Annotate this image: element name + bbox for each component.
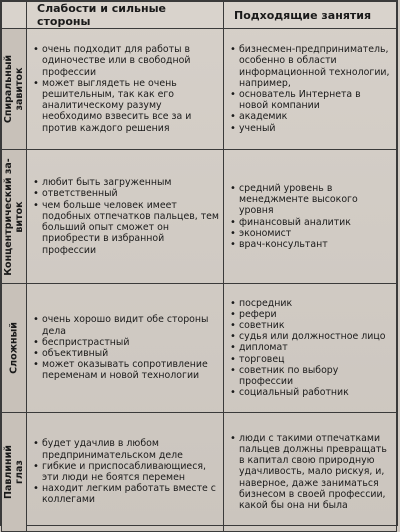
row-label-cell — [2, 413, 27, 532]
header-suitable-occupations: Подходящие занятия — [224, 2, 397, 29]
list-item: • основатель Интернета в новой компании — [230, 89, 392, 111]
list-item: • посредник — [230, 298, 392, 309]
row-label-line: завиток — [14, 67, 25, 111]
list-item: • объективный — [33, 348, 219, 359]
list-item: • может выглядеть не очень решительным, так как его аналитическому разуму необходимо взвесить все за и против каждого решения — [33, 78, 219, 134]
traits-list — [27, 310, 223, 385]
list-item: • находит легким работать вместе с коллегами — [33, 483, 219, 505]
list-item: • чем больше человек имеет подобных отпечатков пальцев, тем больший опыт сможет он приобрести в избранной профессии — [33, 200, 219, 256]
row-label-cell — [2, 150, 27, 284]
list-item: • средний уровень в менеджменте высокого уровня — [230, 183, 392, 217]
list-item: • ученый — [230, 123, 392, 134]
list-item: • ответственный — [33, 188, 219, 199]
traits-cell — [27, 29, 224, 150]
row-label — [9, 322, 20, 374]
jobs-list — [224, 429, 396, 515]
row-label-line: Павлиний — [3, 445, 14, 499]
table-row — [2, 29, 397, 150]
traits-cell — [27, 284, 224, 413]
traits-cell — [27, 413, 224, 532]
list-item: • бизнесмен-предприниматель, особенно в области информационной технологии, например, — [230, 44, 392, 89]
jobs-cell — [224, 413, 397, 532]
jobs-list — [224, 294, 396, 403]
list-item: • любит быть загруженным — [33, 177, 219, 188]
traits-list — [27, 173, 223, 259]
header-corner-cell — [2, 2, 27, 29]
list-item: • советник по выбору профессии — [230, 365, 392, 387]
list-item: • рефери — [230, 309, 392, 320]
list-item: • будет удачлив в любом предпринимательском деле — [33, 438, 219, 460]
list-item: • может оказывать сопротивление переменам и новой технологии — [33, 359, 219, 381]
table-row — [2, 150, 397, 284]
list-item: • очень хорошо видит обе стороны дела — [33, 314, 219, 336]
traits-list — [27, 40, 223, 138]
list-item: • финансовый аналитик — [230, 217, 392, 228]
row-label-cell — [2, 284, 27, 413]
list-item: • врач-консультант — [230, 239, 392, 250]
list-item: • гибкие и приспосабливающиеся, эти люди не боятся перемен — [33, 461, 219, 483]
table-row — [2, 413, 397, 532]
header-strengths-weaknesses: Слабости и сильные стороны — [27, 2, 224, 29]
list-item: • академик — [230, 111, 392, 122]
list-item: • люди с такими отпечатками пальцев должны превращать в капитал свою природную удачливость, мало рискуя, и, наверное, даже заниматься бизнесом в своей профессии, какой бы она ни была — [230, 433, 392, 511]
jobs-list — [224, 179, 396, 254]
list-item: • советник — [230, 320, 392, 331]
jobs-cell — [224, 284, 397, 413]
list-item: • очень подходит для работы в одиночестве или в свободной профессии — [33, 44, 219, 78]
row-label — [3, 445, 25, 499]
row-label — [3, 55, 25, 123]
jobs-cell — [224, 29, 397, 150]
list-item: • экономист — [230, 228, 392, 239]
table-header-row — [2, 2, 397, 29]
jobs-cell — [224, 150, 397, 284]
row-label-cell — [2, 29, 27, 150]
table-row — [2, 284, 397, 413]
fingerprint-careers-table — [1, 1, 397, 532]
list-item: • социальный работник — [230, 387, 392, 398]
jobs-list — [224, 40, 396, 138]
traits-list — [27, 434, 223, 509]
list-item: • торговец — [230, 354, 392, 365]
row-label-line: глаз — [14, 460, 25, 484]
list-item: • судья или должностное лицо — [230, 331, 392, 342]
row-label-line: Концентрический за- — [3, 157, 14, 276]
row-label-line: виток — [14, 200, 25, 233]
row-label-line: Спиральный — [3, 54, 14, 124]
row-label — [3, 158, 25, 275]
row-label-line: Сложный — [8, 322, 20, 374]
list-item: • беспристрастный — [33, 337, 219, 348]
traits-cell — [27, 150, 224, 284]
list-item: • дипломат — [230, 342, 392, 353]
